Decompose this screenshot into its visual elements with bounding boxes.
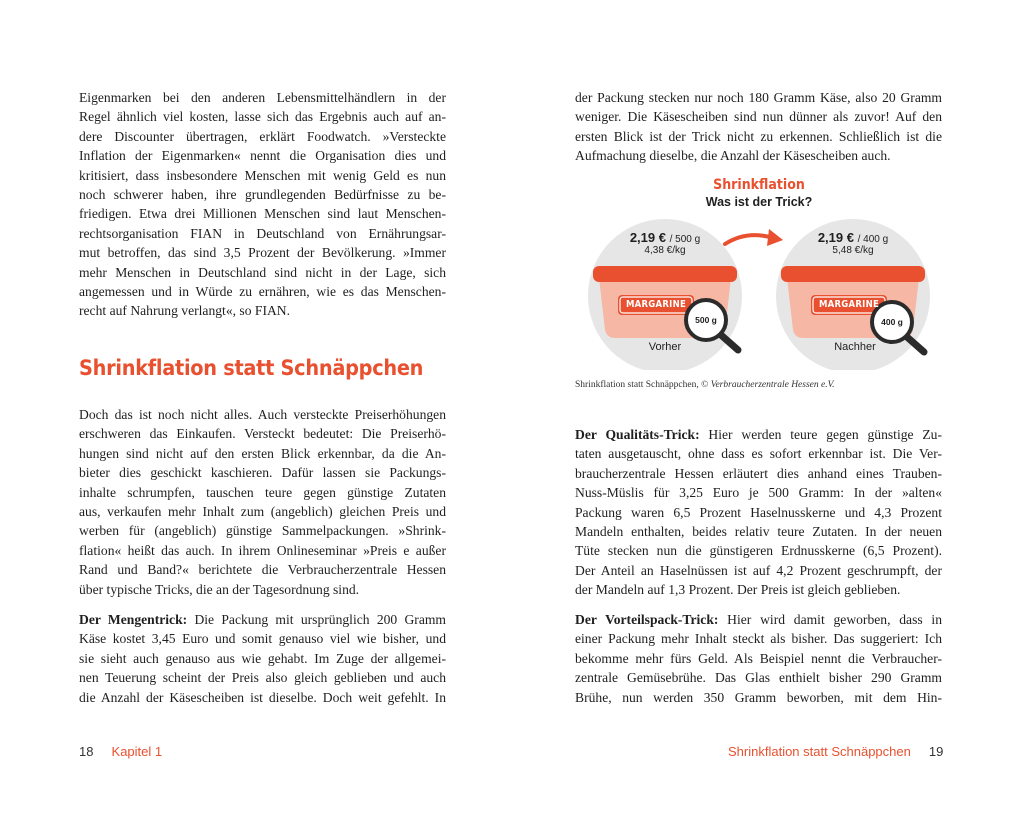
text-line: der Packung stecken nur noch 180 Gramm Käse, also 20 Gramm [575, 90, 942, 105]
after-price [793, 230, 913, 245]
text-line: erschweren das Einkaufen. Versteckt bedeutet: Die Preiserhö- [79, 426, 446, 442]
text-line: Eigenmarken bei den anderen Lebensmittelhändlern in der [79, 90, 446, 105]
text-line: Doch das ist noch nicht alles. Auch versteckte Preiserhöhungen [79, 407, 446, 422]
text-line: Nuss-Müslis für 3,25 Euro je 500 Gramm: In der »alten« [575, 485, 942, 501]
text-line: bekomme mehr fürs Geld. Als Beispiel nennt die Verbraucher- [575, 650, 942, 666]
left-footer [79, 744, 162, 759]
text-line: inhalte schrumpfen, tauschen teure gegen günstige Zutaten [79, 484, 446, 500]
text-line: friedigen. Etwa drei Millionen Menschen sind laut Menschen- [79, 206, 446, 222]
running-title: Shrinkflation statt Schnäppchen [728, 744, 911, 759]
left-paragraph-mengentrick [79, 610, 446, 707]
before-unit-price: 4,38 €/kg [644, 245, 686, 256]
text-line: Käse kostet 3,45 Euro und somit genauso viel wie bisher, und [79, 631, 446, 647]
text-line: weniger. Die Käsescheiben sind nun dünner als zuvor! Auf den [575, 109, 942, 125]
after-weight: 400 g [881, 317, 903, 327]
text-line: hungen sind nicht auf den ersten Blick erkennbar, da die An- [79, 445, 446, 461]
text-line: flation« heißt das auch. In ihrem Onlineseminar »Preis e außer [79, 542, 446, 558]
right-paragraph-vorteilspacktrick [575, 610, 942, 707]
text-line: die Anzahl der Käsescheiben ist dieselbe. Doch weit gefehlt. In [79, 689, 446, 705]
page-number: 18 [79, 744, 94, 759]
text-line: sie sieht auch genauso aus wie gehabt. Im Zuge der allgemei- [79, 650, 446, 666]
before-label: Vorher [648, 341, 682, 353]
text-line: angemessen und in Würde zu ernähren, wie es das Menschen- [79, 283, 446, 299]
left-paragraph-tricks-intro [79, 405, 446, 599]
text-line: aus, verkaufen mehr Inhalt zum (angeblich) gleichen Preis und [79, 503, 446, 519]
before-price-block [605, 230, 725, 256]
before-price [605, 230, 725, 245]
text-line: mehr Menschen in Deutschland sind nicht in der Lage, sich [79, 264, 446, 280]
paragraph-lead: Der Qualitäts-Trick: [575, 427, 700, 442]
text-run: Hier wird damit geworben, dass in [718, 612, 942, 627]
text-line: der Mandeln auf 1,3 Prozent. Der Preis ist gleich geblieben. [575, 582, 901, 598]
text-line [575, 610, 942, 629]
after-size: / 400 g [857, 234, 889, 245]
text-line: Mandeln enthalten, beides relativ teure Zutaten. In der neuen [575, 523, 942, 539]
paragraph-lead: Der Mengentrick: [79, 612, 188, 627]
text-line [575, 425, 942, 444]
paragraph-lead: Der Vorteilspack-Trick: [575, 612, 719, 627]
text-line [79, 610, 446, 629]
infographic-subtitle: Was ist der Trick? [705, 195, 813, 209]
before-size: / 500 g [669, 234, 701, 245]
shrinkflation-infographic [575, 170, 943, 370]
text-line: ersten Blick ist der Trick nicht zu erkennen. Schließlich ist die [575, 128, 942, 144]
text-line: Inflation der Eigenmarken« nennt die Organisation dies und [79, 148, 446, 164]
text-line: bieter dies geschickt kaschieren. Dafür lassen sie Packungs- [79, 465, 446, 481]
caption-source: Verbraucherzentrale Hessen e.V. [710, 380, 835, 390]
text-line: Regel ähnlich viel kosten, lasse sich das Ergebnis auch auf an- [79, 109, 446, 125]
text-line: Tüte stecken nun die günstigeren Erdnusskerne (6,5 Prozent). [575, 543, 942, 559]
text-line: nen Teuerung scheint der Preis also gleich geblieben und auch [79, 670, 446, 686]
text-line: noch schwerer haben, ihre grundlegenden Bedürfnisse zu be- [79, 186, 446, 202]
figure-caption [575, 380, 835, 390]
arrow-head-icon [767, 229, 783, 246]
section-heading: Shrinkflation statt Schnäppchen [79, 356, 424, 380]
caption-text: Shrinkflation statt Schnäppchen, © [575, 380, 711, 390]
text-run: Die Packung mit ursprünglich 200 Gramm [187, 612, 446, 627]
after-price-block [793, 230, 913, 256]
text-line: werben für (angeblich) günstige Sammelpackungen. »Shrink- [79, 523, 446, 539]
text-line: taten ausgetauscht, ohne dass es sofort erkennbar ist. Die Ver- [575, 446, 942, 462]
text-line: rechtsorganisation FIAN in Deutschland von Ernährungsar- [79, 225, 446, 241]
text-line: Packung waren 6,5 Prozent Haselnusskerne und 4,3 Prozent [575, 504, 942, 520]
chapter-label: Kapitel 1 [111, 744, 163, 759]
text-line: einer Packung mehr Inhalt steckt als bisher. Das suggeriert: Ich [575, 631, 942, 647]
before-product-label: MARGARINE [625, 299, 687, 310]
after-unit-price: 5,48 €/kg [832, 245, 874, 256]
after-product-label: MARGARINE [818, 299, 880, 310]
arrow-icon [725, 235, 773, 244]
right-footer [728, 744, 943, 759]
page-number: 19 [928, 744, 944, 759]
text-line: braucherzentrale Hessen erläutert dies anhand eines Trauben- [575, 465, 942, 481]
text-line: Der Anteil an Haselnüssen ist auf 4,2 Prozent geschrumpft, der [575, 562, 942, 578]
text-line: Aufmachung dieselbe, die Anzahl der Käsescheiben auch. [575, 148, 891, 164]
right-paragraph-continued [575, 88, 942, 166]
before-weight: 500 g [695, 315, 717, 325]
text-line: zentrale Gemüsebrühe. Das Glas enthielt bisher 290 Gramm [575, 670, 942, 686]
text-line: kritisiert, dass insbesondere Menschen mit wenig Geld es nun [79, 167, 446, 183]
text-line: dere Discounter übertragen, erklärt Foodwatch. »Versteckte [79, 128, 446, 144]
before-price-value: 2,19 € [629, 230, 666, 245]
right-paragraph-qualitaetstrick [575, 425, 942, 600]
text-line: recht auf Nahrung verlangt«, so FIAN. [79, 303, 291, 319]
text-run: Hier werden teure gegen günstige Zu- [699, 427, 942, 442]
text-line: Rand und Band?« berichtete die Verbraucherzentrale Hessen [79, 562, 446, 578]
infographic-title: Shrinkflation [713, 177, 805, 193]
after-price-value: 2,19 € [817, 230, 854, 245]
text-line: Brühe, nun werden 350 Gramm beworben, mit dem Hin- [575, 689, 942, 705]
text-line: über typische Tricks, die an der Tagesordnung sind. [79, 581, 360, 597]
text-line: mut betroffen, das sind 3,5 Prozent der Bevölkerung. »Immer [79, 245, 446, 261]
left-paragraph-intro [79, 88, 446, 321]
after-label: Nachher [834, 341, 876, 353]
